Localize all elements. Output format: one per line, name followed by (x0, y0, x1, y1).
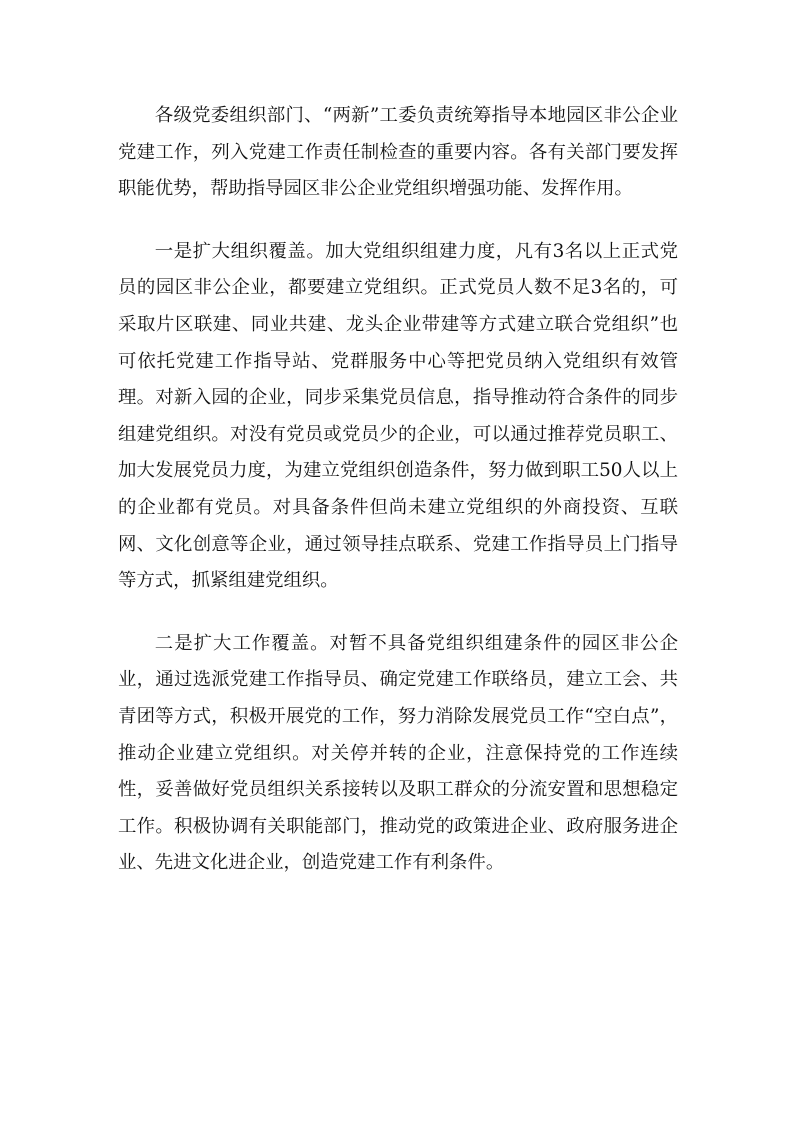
document-body (118, 98, 678, 908)
paragraph-work-coverage: 二是扩大工作覆盖。对暂不具备党组织组建条件的园区非公企业，通过选派党建工作指导员、确定党建工作联络员，建立工会、共青团等方式，积极开展党的工作，努力消除发展党员工作“空白点”，推动企业建立党组织。对关停并转的企业，注意保持党的工作连续性，妥善做好党员组织关系接转以及职工群众的分流安置和思想稳定工作。积极协调有关职能部门，推动党的政策进企业、政府服务进企业、先进文化进企业，创造党建工作有利条件。 (118, 632, 678, 874)
paragraph-organization-coverage: 一是扩大组织覆盖。加大党组织组建力度，凡有3名以上正式党员的园区非公企业，都要建立党组织。正式党员人数不足3名的，可采取片区联建、同业共建、龙头企业带建等方式建立联合党组织”也可依托党建工作指导站、党群服务中心等把党员纳入党组织有效管理。对新入园的企业，同步采集党员信息，指导推动符合条件的同步组建党组织。对没有党员或党员少的企业，可以通过推荐党员职工、加大发展党员力度，为建立党组织创造条件，努力做到职工50人以上的企业都有党员。对具备条件但尚未建立党组织的外商投资、互联网、文化创意等企业，通过领导挂点联系、党建工作指导员上门指导等方式，抓紧组建党组织。 (118, 240, 678, 592)
paragraph-party-committee-responsibility: 各级党委组织部门、“两新”工委负责统筹指导本地园区非公企业党建工作，列入党建工作责任制检查的重要内容。各有关部门要发挥职能优势，帮助指导园区非公企业党组织增强功能、发挥作用。 (118, 105, 678, 200)
